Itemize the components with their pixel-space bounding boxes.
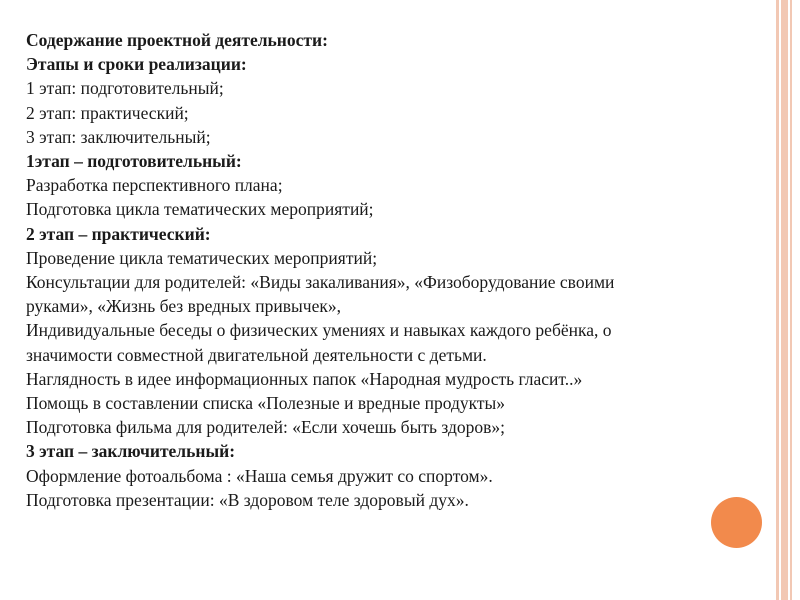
stage-3-heading: 3 этап – заключительный:: [26, 441, 236, 462]
stage-2-item: Подготовка фильма для родителей: «Если хочешь быть здоров»;: [26, 417, 505, 438]
stage-2-item: Наглядность в идее информационных папок «Народная мудрость гласит..»: [26, 368, 583, 389]
stage-2-heading: 2 этап – практический:: [26, 223, 211, 244]
stage-2-item: Помощь в составлении списка «Полезные и вредные продукты»: [26, 393, 506, 414]
stage-1-item: Подготовка цикла тематических мероприятий;: [26, 199, 374, 220]
stage-list-item: 3 этап: заключительный;: [26, 126, 211, 147]
stage-list-item: 2 этап: практический;: [26, 102, 189, 123]
content-heading: Содержание проектной деятельности:: [26, 30, 328, 50]
stage-2-item: Консультации для родителей: «Виды закаливания», «Физоборудование своими: [26, 272, 615, 293]
stage-list-item: 1 этап: подготовительный;: [26, 78, 224, 99]
stage-2-item: значимости совместной двигательной деятельности с детьми.: [26, 344, 487, 365]
slide-text-body: [26, 28, 774, 512]
decorative-side-rule: [790, 0, 792, 600]
stage-3-item: Оформление фотоальбома : «Наша семья дружит со спортом».: [26, 465, 493, 486]
decorative-side-rule: [776, 0, 779, 600]
stages-heading: Этапы и сроки реализации:: [26, 54, 247, 75]
stage-2-item: руками», «Жизнь без вредных привычек»,: [26, 296, 341, 317]
stage-3-item: Подготовка презентации: «В здоровом теле здоровый дух».: [26, 489, 469, 510]
stage-2-item: Проведение цикла тематических мероприятий;: [26, 247, 378, 268]
stage-2-item: Индивидуальные беседы о физических умениях и навыках каждого ребёнка, о: [26, 320, 612, 341]
decorative-side-rule: [781, 0, 788, 600]
stage-1-heading: 1этап – подготовительный:: [26, 151, 242, 172]
stage-1-item: Разработка перспективного плана;: [26, 175, 283, 196]
